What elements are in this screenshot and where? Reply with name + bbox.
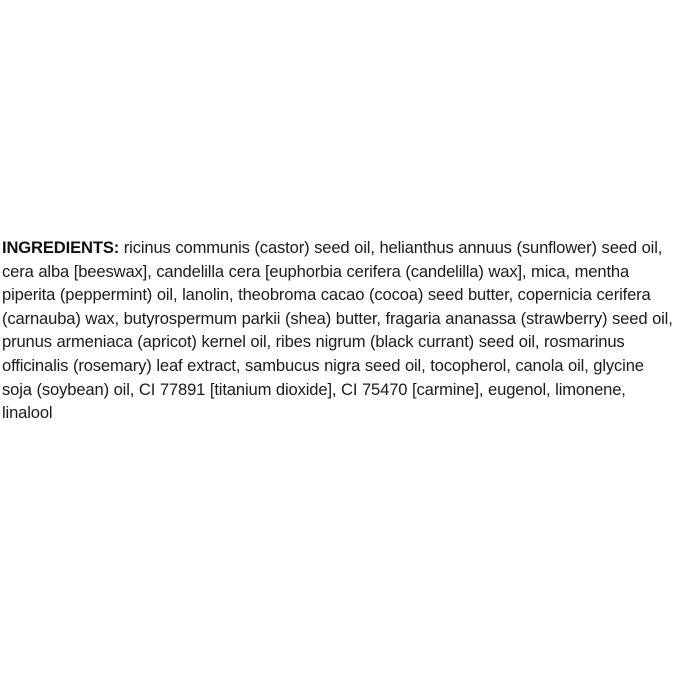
ingredients-heading: INGREDIENTS: [2, 238, 120, 257]
ingredients-block [0, 236, 679, 425]
ingredients-paragraph [2, 236, 675, 425]
ingredients-list-text: ricinus communis (castor) seed oil, helianthus annuus (sunflower) seed oil, cera alba [beeswax], candelilla cera [euphorbia cerifera (candelilla) wax], mica, mentha piperita (peppermint) oil, lanolin, theobroma cacao (cocoa) seed butter, copernicia cerifera (carnauba) wax, butyrospermum parkii (shea) butter, fragaria ananassa (strawberry) seed oil, prunus armeniaca (apricot) kernel oil, ribes nigrum (black currant) seed oil, rosmarinus officinalis (rosemary) leaf extract, sambucus nigra seed oil, tocopherol, canola oil, glycine soja (soybean) oil, CI 77891 [titanium dioxide], CI 75470 [carmine], eugenol, limonene, linalool [2, 238, 673, 423]
